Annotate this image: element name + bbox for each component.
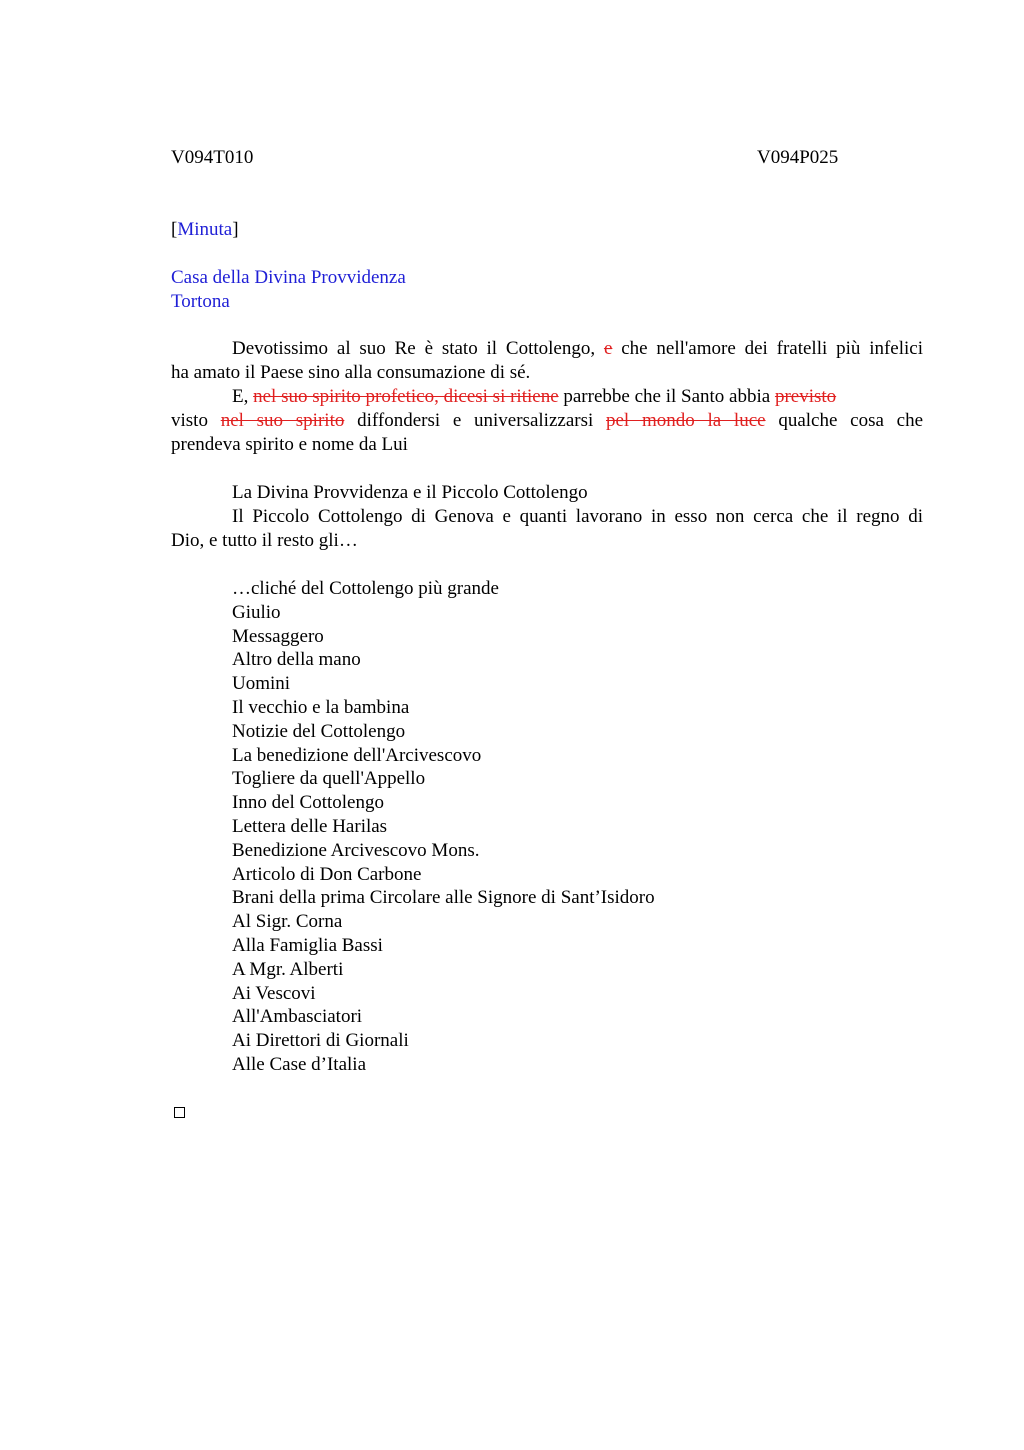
- paragraph-2-deletion-4: pel mondo la luce: [606, 410, 766, 431]
- list-item: Altro della mano: [232, 649, 361, 671]
- paragraph-2-line-2: [171, 409, 923, 433]
- minuta-close-bracket: ]: [232, 219, 239, 240]
- paragraph-2-text-c: visto: [171, 410, 221, 431]
- paragraph-2-line-1: [171, 385, 923, 409]
- empty-checkbox-icon: [174, 1107, 185, 1118]
- list-item: Ai Vescovi: [232, 982, 316, 1004]
- list-item: …cliché del Cottolengo più grande: [232, 578, 499, 599]
- paragraph-2-text-b: parrebbe che il Santo abbia: [558, 386, 775, 407]
- paragraph-1-text-a: Devotissimo al suo Re è stato il Cottolengo,: [232, 338, 604, 359]
- section-block: [171, 481, 923, 553]
- item-list: [171, 577, 923, 1077]
- list-item: Togliere da quell'Appello: [232, 768, 426, 790]
- paragraph-2-text-d: diffondersi e universalizzarsi: [344, 410, 606, 431]
- minuta-text: Minuta: [177, 219, 233, 240]
- address-line-2: Tortona: [171, 291, 230, 312]
- list-item: Il vecchio e la bambina: [232, 696, 410, 718]
- list-item: Alle Case d’Italia: [232, 1053, 367, 1075]
- list-item: A Mgr. Alberti: [232, 958, 344, 980]
- list-item: Alla Famiglia Bassi: [232, 934, 383, 956]
- list-item: Uomini: [232, 673, 291, 695]
- minuta-open-bracket: [: [171, 219, 178, 240]
- paragraph-2-deletion-3: nel suo spirito: [220, 410, 345, 431]
- paragraph-1-text-b: che nell'amore dei fratelli più infelici: [612, 338, 924, 359]
- list-item: Benedizione Arcivescovo Mons.: [232, 839, 480, 861]
- list-item: Messaggero: [232, 625, 324, 647]
- list-item: Notizie del Cottolengo: [232, 720, 406, 742]
- paragraph-2-deletion-2: previsto: [774, 386, 837, 407]
- paragraph-2: [171, 385, 923, 457]
- list-item: Giulio: [232, 601, 281, 623]
- paragraph-2-text-a: E,: [232, 386, 254, 407]
- document-header: [171, 146, 923, 170]
- section-body-line-2: Dio, e tutto il resto gli…: [171, 530, 358, 551]
- paragraph-1-line-1: [171, 337, 923, 361]
- document-page: [171, 146, 923, 1118]
- list-item: Al Sigr. Corna: [232, 911, 343, 933]
- minuta-label: [171, 218, 923, 242]
- paragraph-2-line-3: prendeva spirito e nome da Lui: [171, 434, 408, 455]
- section-title: La Divina Provvidenza e il Piccolo Cottolengo: [232, 482, 588, 503]
- paragraph-2-deletion-1: nel suo spirito profetico, dicesi si ritiene: [253, 386, 559, 407]
- paragraph-1: [171, 337, 923, 385]
- paragraph-1-deletion-1: e: [603, 338, 613, 359]
- list-item: Inno del Cottolengo: [232, 792, 384, 814]
- list-item: Brani della prima Circolare alle Signore di Sant’Isidoro: [232, 887, 655, 909]
- section-body-line-1: Il Piccolo Cottolengo di Genova e quanti lavorano in esso non cerca che il regno di: [232, 506, 923, 527]
- address-line-1: Casa della Divina Provvidenza: [171, 267, 406, 288]
- checkbox-row: [171, 1107, 923, 1118]
- paragraph-2-text-e: qualche cosa che: [765, 410, 924, 431]
- list-item: Ai Direttori di Giornali: [232, 1030, 409, 1052]
- list-item: La benedizione dell'Arcivescovo: [232, 744, 482, 766]
- list-item: Lettera delle Harilas: [232, 815, 388, 837]
- list-item: All'Ambasciatori: [232, 1006, 363, 1028]
- document-code-right: V094P025: [757, 147, 839, 168]
- list-item: Articolo di Don Carbone: [232, 863, 422, 885]
- address-block: [171, 266, 923, 314]
- paragraph-1-line-2: ha amato il Paese sino alla consumazione di sé.: [171, 362, 531, 383]
- document-code-left: V094T010: [171, 147, 254, 168]
